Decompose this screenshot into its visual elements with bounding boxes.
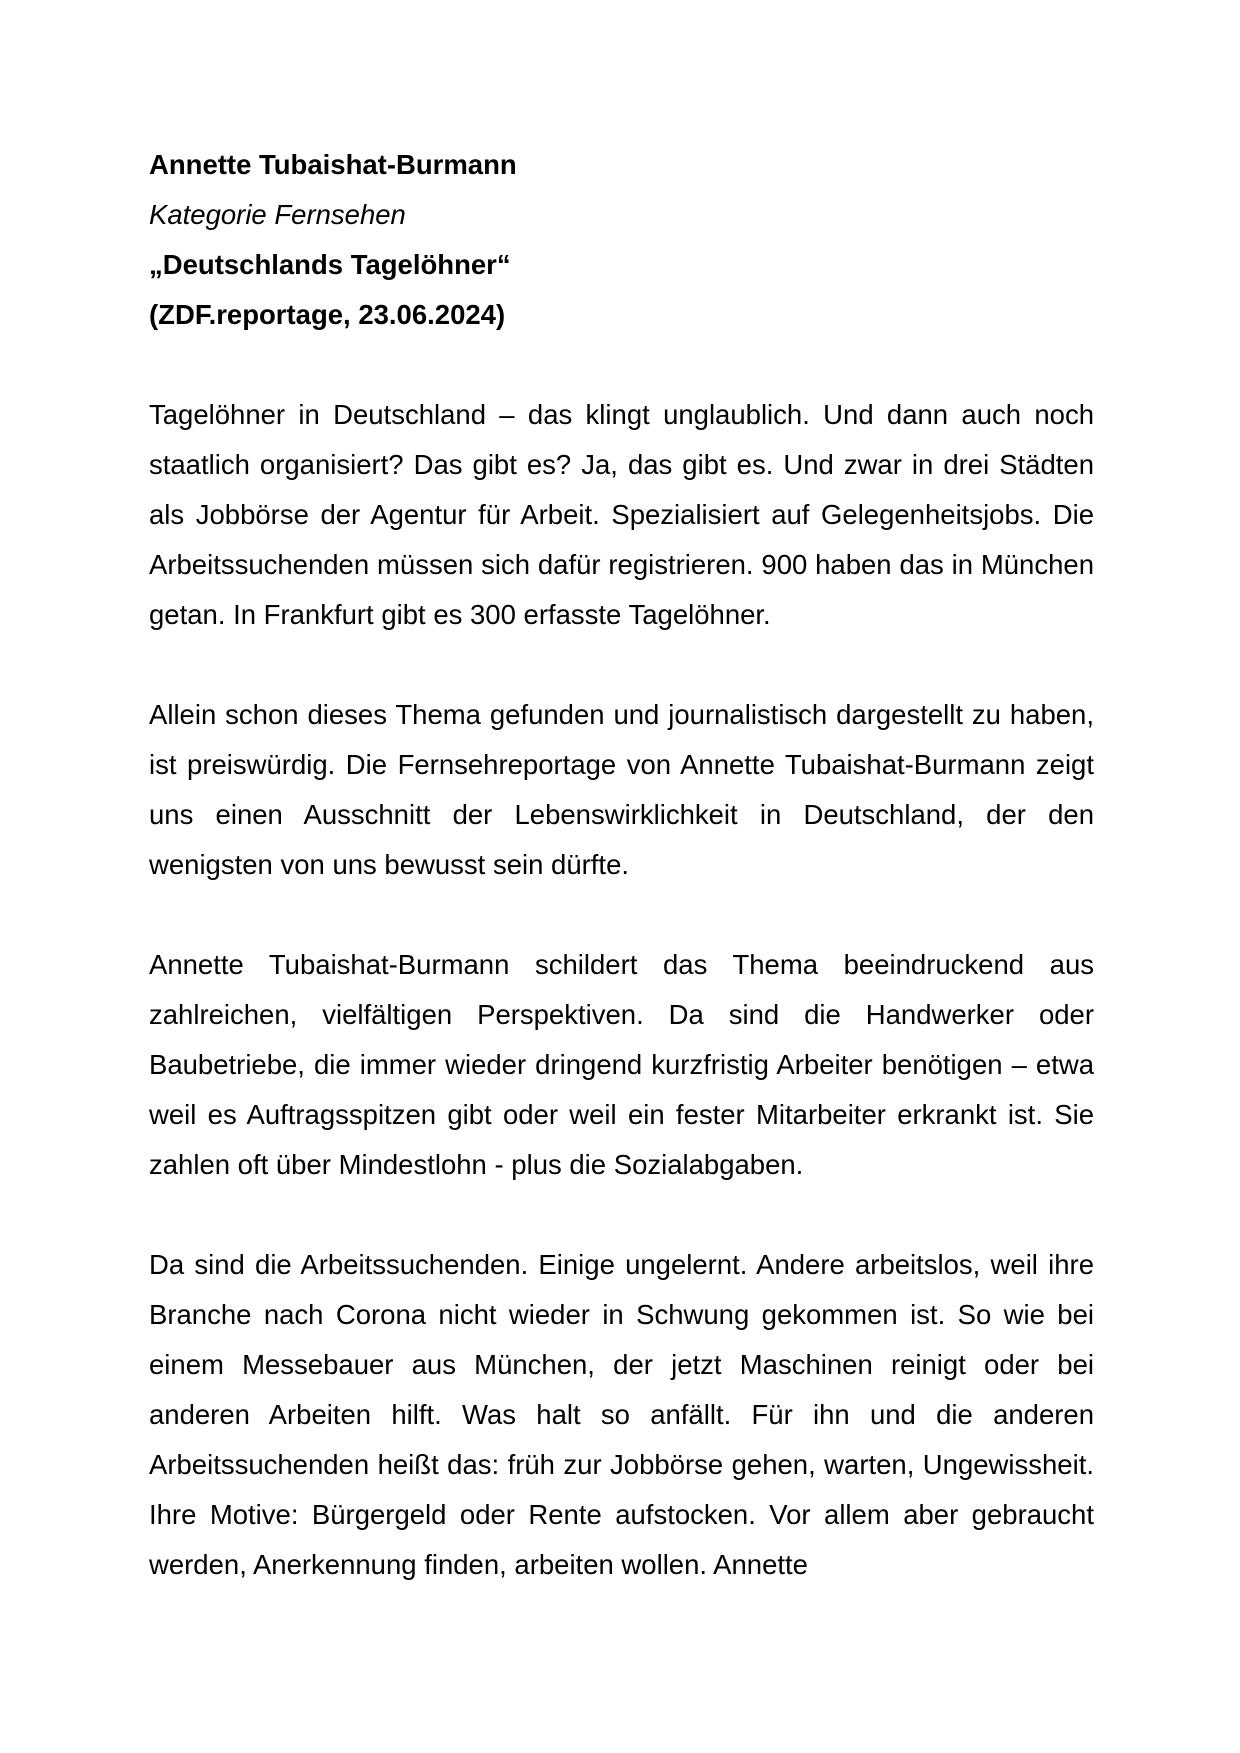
paragraph-4: Da sind die Arbeitssuchenden. Einige ungelernt. Andere arbeitslos, weil ihre Branche nach Corona nicht wieder in Schwung gekommen ist. So wie bei einem Messebauer aus München, der jetzt Maschinen reinigt oder bei anderen Arbeiten hilft. Was halt so anfällt. Für ihn und die anderen Arbeitssuchenden heißt das: früh zur Jobbörse gehen, warten, Ungewissheit. Ihre Motive: Bürgergeld oder Rente aufstocken. Vor allem aber gebraucht werden, Anerkennung finden, arbeiten wollen. Annette (149, 1249, 1094, 1580)
document-body (149, 140, 1094, 1590)
paragraph-3: Annette Tubaishat-Burmann schildert das Thema beeindruckend aus zahlreichen, vielfältigen Perspektiven. Da sind die Handwerker oder Baubetriebe, die immer wieder dringend kurzfristig Arbeiter benötigen – etwa weil es Auftragsspitzen gibt oder weil ein fester Mitarbeiter erkrankt ist. Sie zahlen oft über Mindestlohn - plus die Sozialabgaben. (149, 949, 1094, 1180)
author-name: Annette Tubaishat-Burmann (149, 149, 517, 180)
paragraph-2: Allein schon dieses Thema gefunden und journalistisch dargestellt zu haben, ist preiswürdig. Die Fernsehreportage von Annette Tubaishat-Burmann zeigt uns einen Ausschnitt der Lebenswirklichkeit in Deutschland, der den wenigsten von uns bewusst sein dürfte. (149, 699, 1094, 880)
report-title: „Deutschlands Tagelöhner“ (149, 249, 511, 280)
paragraph-1: Tagelöhner in Deutschland – das klingt unglaublich. Und dann auch noch staatlich organisiert? Das gibt es? Ja, das gibt es. Und zwar in drei Städten als Jobbörse der Agentur für Arbeit. Spezialisiert auf Gelegenheitsjobs. Die Arbeitssuchenden müssen sich dafür registrieren. 900 haben das in München getan. In Frankfurt gibt es 300 erfasste Tagelöhner. (149, 399, 1094, 630)
category-label: Kategorie Fernsehen (149, 199, 406, 230)
header-spacer (149, 340, 1094, 390)
broadcast-source: (ZDF.reportage, 23.06.2024) (149, 299, 506, 330)
